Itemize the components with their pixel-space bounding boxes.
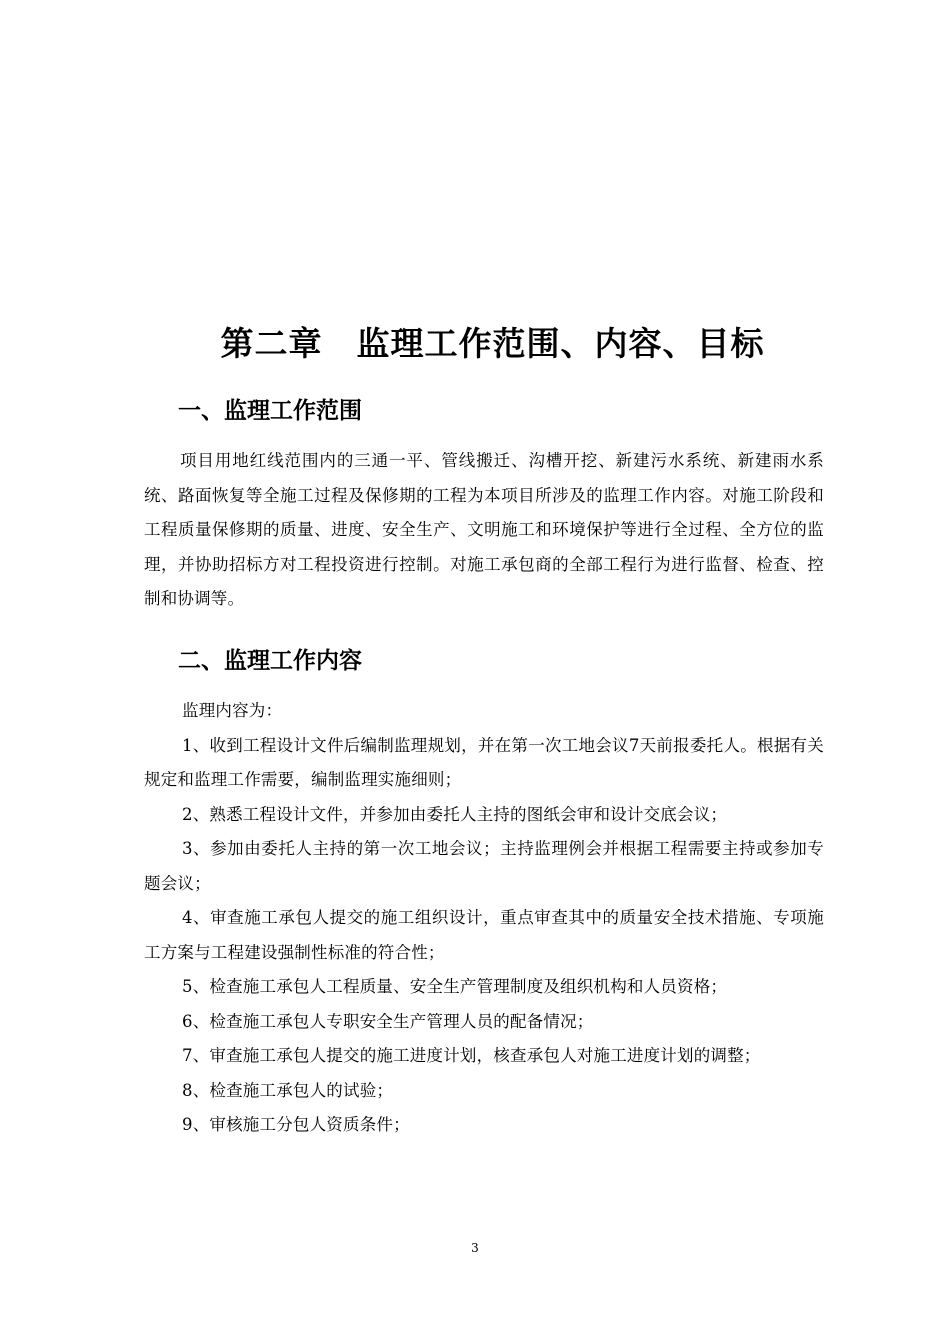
section-heading-content: 二、监理工作内容 bbox=[178, 648, 362, 674]
list-item: 6、检查施工承包人专职安全生产管理人员的配备情况； bbox=[182, 1011, 594, 1031]
list-item: 2、熟悉工程设计文件，并参加由委托人主持的图纸会审和设计交底会议； bbox=[182, 804, 728, 824]
list-item: 3、参加由委托人主持的第一次工地会议；主持监理例会并根据工程需要主持或参加专题会议； bbox=[144, 839, 824, 893]
page-number: 3 bbox=[471, 1241, 479, 1255]
list-item: 7、审查施工承包人提交的施工进度计划，核查承包人对施工进度计划的调整； bbox=[182, 1046, 761, 1065]
content-list bbox=[144, 694, 824, 1143]
list-item: 5、检查施工承包人工程质量、安全生产管理制度及组织机构和人员资格； bbox=[182, 977, 728, 996]
section-heading-scope: 一、监理工作范围 bbox=[178, 398, 362, 424]
chapter-title: 第二章 监理工作范围、内容、目标 bbox=[220, 324, 765, 363]
content-intro: 监理内容为： bbox=[182, 701, 283, 720]
list-item: 8、检查施工承包人的试验； bbox=[182, 1080, 394, 1100]
list-item: 9、审核施工分包人资质条件； bbox=[182, 1115, 410, 1134]
scope-paragraph: 项目用地红线范围内的三通一平、管线搬迁、沟槽开挖、新建污水系统、新建雨水系统、路面恢复等全施工过程及保修期的工程为本项目所涉及的监理工作内容。对施工阶段和工程质量保修期的质量、进度、安全生产、文明施工和环境保护等进行全过程、全方位的监理，并协助招标方对工程投资进行控制。对施工承包商的全部工程行为进行监督、检查、控制和协调等。 bbox=[144, 451, 824, 608]
list-item: 4、审查施工承包人提交的施工组织设计，重点审查其中的质量安全技术措施、专项施工方案与工程建设强制性标准的符合性； bbox=[144, 908, 824, 962]
list-item: 1、收到工程设计文件后编制监理规划，并在第一次工地会议7天前报委托人。根据有关规定和监理工作需要，编制监理实施细则； bbox=[144, 735, 824, 789]
